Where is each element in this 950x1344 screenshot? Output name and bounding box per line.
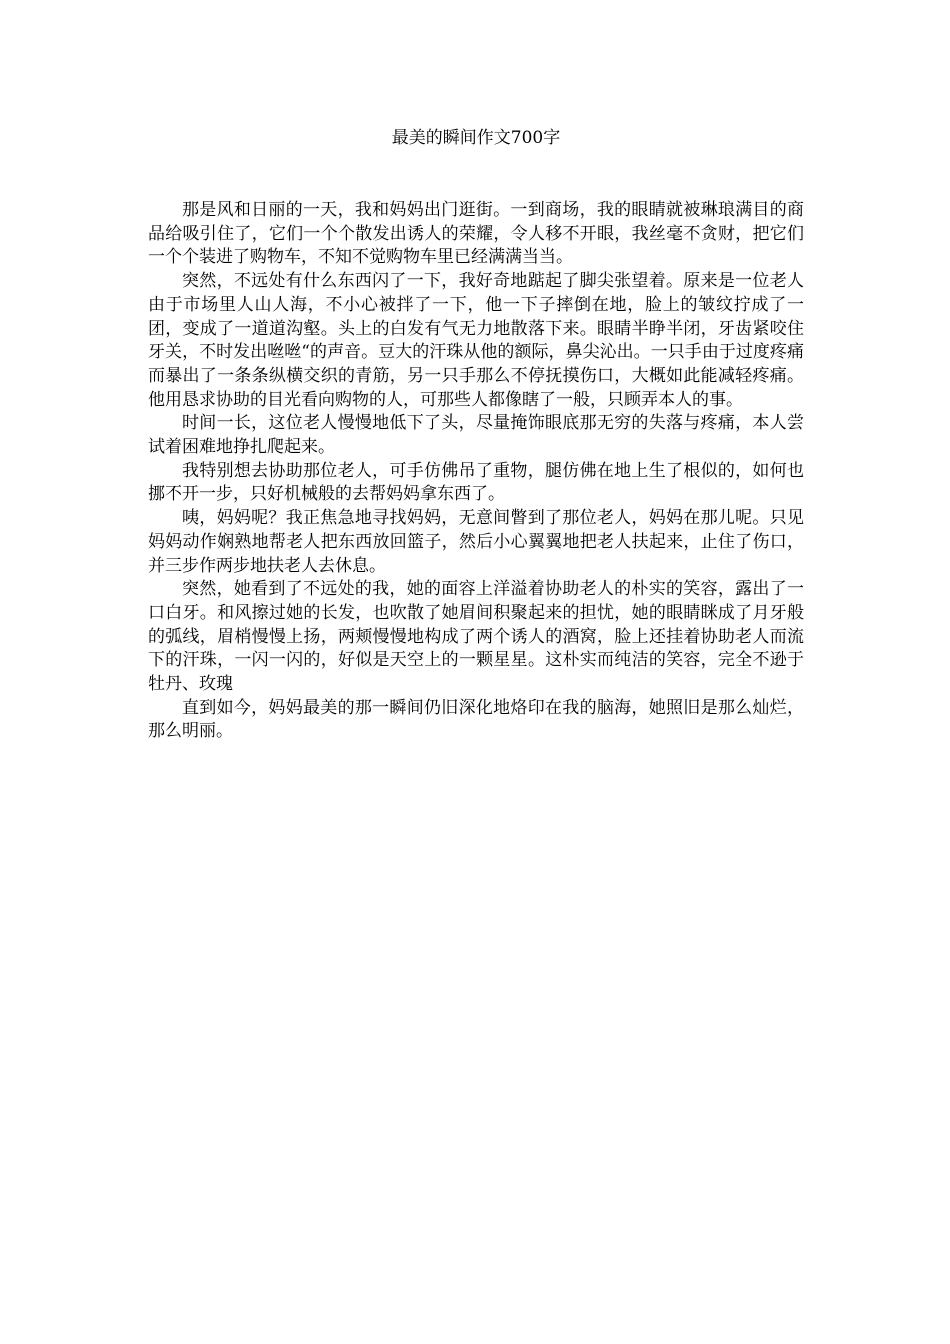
paragraph-7: 直到如今，妈妈最美的那一瞬间仍旧深化地烙印在我的脑海，她照旧是那么灿烂，那么明丽。 — [148, 697, 804, 742]
paragraph-4: 我特别想去协助那位老人，可手仿佛吊了重物，腿仿佛在地上生了根似的，如何也挪不开一步，只好机械般的去帮妈妈拿东西了。 — [148, 460, 804, 505]
document-title: 最美的瞬间作文700字 — [391, 128, 561, 148]
paragraph-3: 时间一长，这位老人慢慢地低下了头，尽量掩饰眼底那无穷的失落与疼痛，本人尝试着困难地挣扎爬起来。 — [148, 413, 804, 458]
paragraph-2: 突然，不远处有什么东西闪了一下，我好奇地踮起了脚尖张望着。原来是一位老人由于市场里人山人海，不小心被拌了一下，他一下子摔倒在地，脸上的皱纹拧成了一团，变成了一道道沟壑。头上的白发有气无力地散落下来。眼睛半睁半闭，牙齿紧咬住牙关，不时发出咝咝“的声音。豆大的汗珠从他的额际，鼻尖沁出。一只手由于过度疼痛而暴出了一条条纵横交织的青筋，另一只手那么不停抚摸伤口，大概如此能减轻疼痛。他用恳求协助的目光看向购物的人，可那些人都像瞎了一般，只顾弄本人的事。 — [148, 271, 804, 410]
paragraph-1: 那是风和日丽的一天，我和妈妈出门逛街。一到商场，我的眼睛就被琳琅满目的商品给吸引住了，它们一个个散发出诱人的荣耀，令人移不开眼，我丝毫不贪财，把它们一个个装进了购物车，不知不觉购物车里已经满满当当。 — [148, 200, 804, 268]
paragraph-6: 突然，她看到了不远处的我，她的面容上洋溢着协助老人的朴实的笑容，露出了一口白牙。和风擦过她的长发，也吹散了她眉间积聚起来的担忧，她的眼睛眯成了月牙般的弧线，眉梢慢慢上扬，两颊慢慢地构成了两个诱人的酒窝，脸上还挂着协助老人而流下的汗珠，一闪一闪的，好似是天空上的一颗星星。这朴实而纯洁的笑容，完全不逊于牡丹、玫瑰 — [148, 579, 804, 695]
document-body — [148, 199, 804, 744]
paragraph-5: 咦，妈妈呢？我正焦急地寻找妈妈，无意间瞥到了那位老人，妈妈在那儿呢。只见妈妈动作娴熟地帮老人把东西放回篮子，然后小心翼翼地把老人扶起来，止住了伤口，并三步作两步地扶老人去休息。 — [148, 508, 804, 576]
